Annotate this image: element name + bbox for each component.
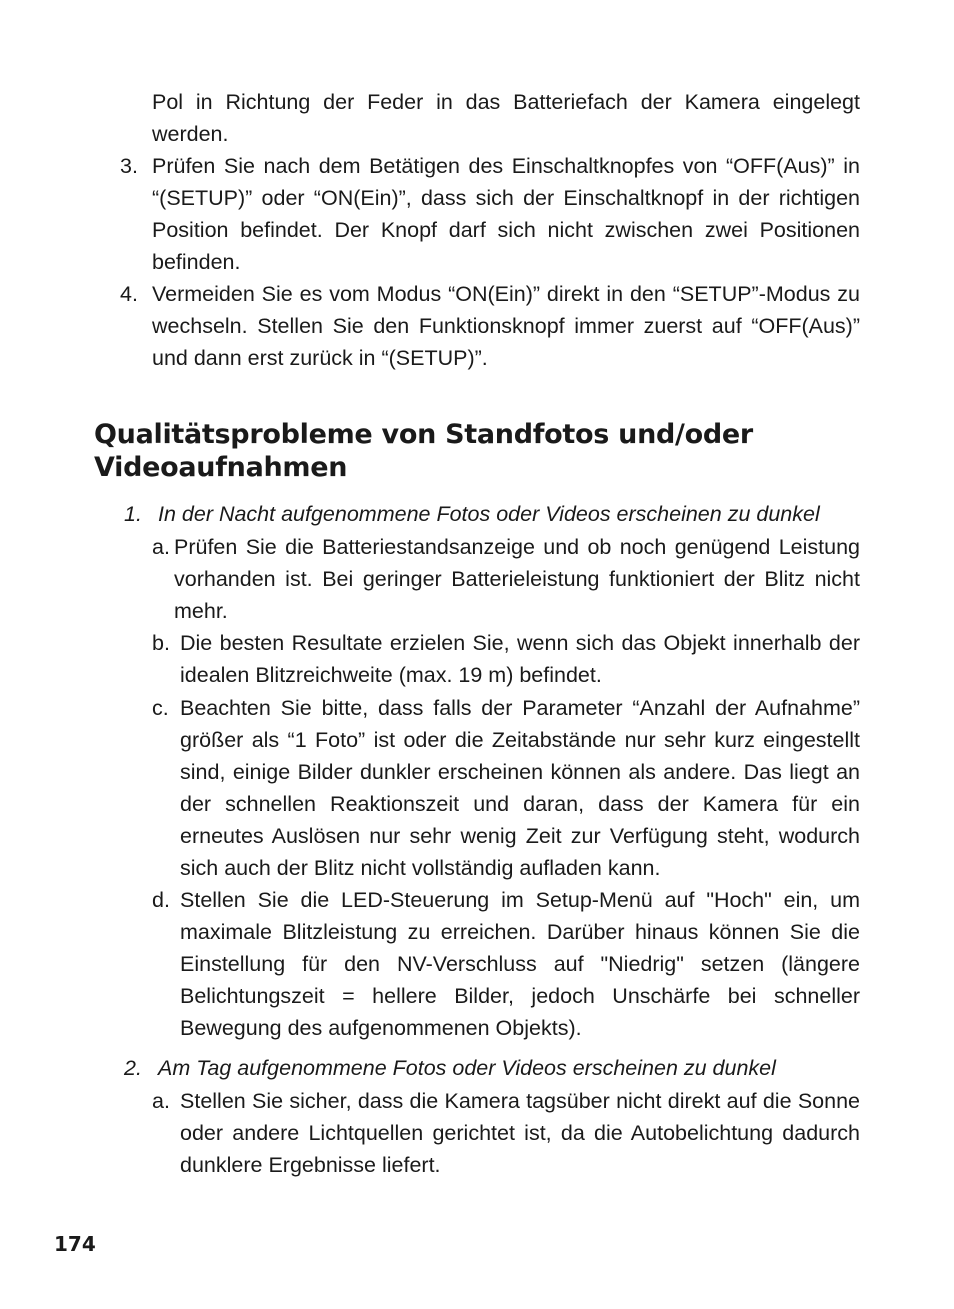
continued-paragraph: Pol in Richtung der Feder in das Batteriefach der Kamera eingelegt werden.	[152, 90, 860, 146]
sub1-item-b-label: b.	[152, 631, 170, 655]
item-4-number: 4.	[120, 282, 138, 306]
sub1-item-b-text: Die besten Resultate erzielen Sie, wenn sich das Objekt innerhalb der idealen Blitzreichweite (max. 19 m) befindet.	[180, 631, 860, 687]
subsection-2-number: 2.	[124, 1056, 142, 1080]
sub1-item-c-label: c.	[152, 696, 169, 720]
item-4-text: Vermeiden Sie es vom Modus “ON(Ein)” direkt in den “SETUP”-Modus zu wechseln. Stellen Sie den Funktionsknopf immer zuerst auf “OFF(Aus)” und dann erst zurück in “(SETUP)”.	[152, 282, 860, 370]
subsection-1-number: 1.	[124, 502, 142, 526]
subsection-1-title	[124, 498, 820, 530]
item-3-number: 3.	[120, 154, 138, 178]
subsection-2-text: Am Tag aufgenommene Fotos oder Videos erscheinen zu dunkel	[158, 1056, 776, 1080]
sub1-item-c-text: Beachten Sie bitte, dass falls der Parameter “Anzahl der Aufnahme” größer als “1 Foto” ist oder die Zeitabstände nur sehr kurz eingestellt sind, einige Bilder dunkler erscheinen können als andere. Das liegt an der schnellen Reaktionszeit und daran, dass der Kamera für ein erneutes Auslösen nur sehr wenig Zeit zur Verfügung steht, wodurch sich auch der Blitz nicht vollständig aufladen kann.	[180, 696, 860, 880]
sub2-item-a-text: Stellen Sie sicher, dass die Kamera tagsüber nicht direkt auf die Sonne oder andere Lichtquellen gerichtet ist, da die Autobelichtung dadurch dunklere Ergebnisse liefert.	[180, 1089, 860, 1177]
sub1-item-d-text: Stellen Sie die LED-Steuerung im Setup-Menü auf "Hoch" ein, um maximale Blitzleistung zu erreichen. Darüber hinaus können Sie die Einstellung für den NV-Verschluss auf "Niedrig" setzen (längere Belichtungszeit = hellere Bilder, jedoch Unschärfe bei schneller Bewegung des aufgenommenen Objekts).	[180, 888, 860, 1040]
sub2-item-a-label: a.	[152, 1089, 170, 1113]
subsection-2-title	[124, 1052, 776, 1084]
sub1-item-d-label: d.	[152, 888, 170, 912]
page-number: 174	[54, 1232, 96, 1256]
subsection-1-text: In der Nacht aufgenommene Fotos oder Videos erscheinen zu dunkel	[158, 502, 820, 526]
section-heading: Qualitätsprobleme von Standfotos und/oder Videoaufnahmen	[94, 419, 753, 483]
sub1-item-a-label: a.	[152, 535, 170, 559]
sub1-item-a-text: Prüfen Sie die Batteriestandsanzeige und ob noch genügend Leistung vorhanden ist. Bei geringer Batterieleistung funktioniert der Blitz nicht mehr.	[174, 535, 860, 623]
item-3-text: Prüfen Sie nach dem Betätigen des Einschaltknopfes von “OFF(Aus)” in “(SETUP)” oder “ON(Ein)”, dass sich der Einschaltknopf in der richtigen Position befindet. Der Knopf darf sich nicht zwischen zwei Positionen befinden.	[152, 154, 860, 274]
